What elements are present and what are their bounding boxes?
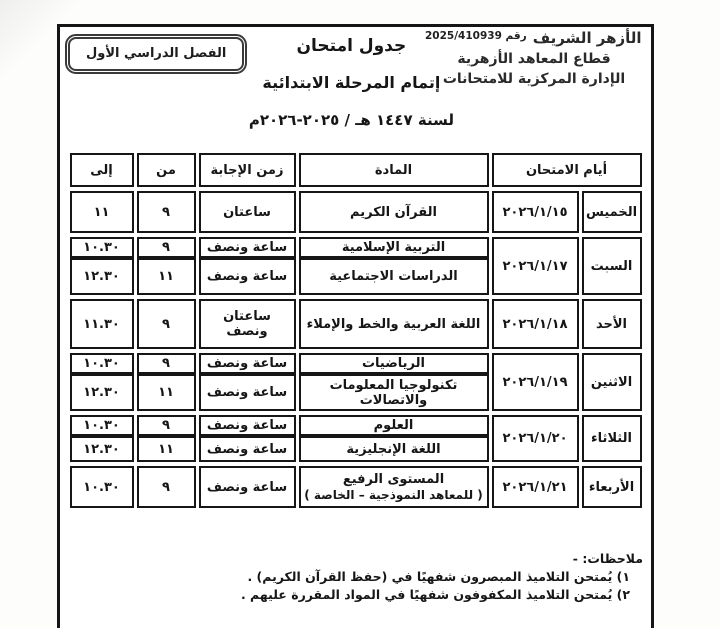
from-cell: ٩ (137, 237, 196, 258)
title-exam-schedule: جدول امتحان (296, 36, 407, 56)
duration-cell: ساعة ونصف (199, 353, 296, 374)
day-cell: الأربعاء (582, 466, 642, 508)
to-cell: ١٠.٣٠ (70, 466, 134, 508)
date-cell: ٢٠٢٦/١/٢١ (492, 466, 579, 508)
schedule-group-saturday (67, 237, 645, 295)
from-cell: ٩ (137, 299, 196, 349)
to-cell: ١٠.٣٠ (70, 415, 134, 436)
from-cell: ٩ (137, 466, 196, 508)
title-stage: إتمام المرحلة الابتدائية (262, 73, 441, 92)
from-cell: ٩ (137, 415, 196, 436)
date-cell: ٢٠٢٦/١/١٨ (492, 299, 579, 349)
day-cell: الاثنين (582, 353, 642, 411)
header-to: إلى (70, 153, 134, 187)
date-cell: ٢٠٢٦/١/٢٠ (492, 415, 579, 462)
schedule-group-wednesday (67, 466, 645, 508)
to-cell: ١٢.٣٠ (70, 258, 134, 295)
duration-cell: ساعة ونصف (199, 237, 296, 258)
subject-cell: الدراسات الاجتماعية (299, 258, 489, 295)
duration-cell: ساعتان ونصف (199, 299, 296, 349)
subject-cell: التربية الإسلامية (299, 237, 489, 258)
day-cell: الثلاثاء (582, 415, 642, 462)
subject-cell: الرياضيات (299, 353, 489, 374)
subject-cell: العلوم (299, 415, 489, 436)
duration-cell: ساعة ونصف (199, 374, 296, 411)
schedule-table (67, 153, 645, 508)
from-cell: ٩ (137, 191, 196, 233)
subject-title: المستوى الرفيع (342, 472, 445, 487)
notes-title: ملاحظات: - (572, 551, 643, 566)
to-cell: ١١.٣٠ (70, 299, 134, 349)
subject-cell: اللغة العربية والخط والإملاء (299, 299, 489, 349)
notes-section (72, 551, 643, 602)
from-cell: ١١ (137, 258, 196, 295)
document-header (60, 27, 651, 153)
to-cell: ١٢.٣٠ (70, 436, 134, 462)
from-cell: ١١ (137, 436, 196, 462)
schedule-group-sunday (67, 299, 645, 349)
doc-number: رقم 2025/410939 (425, 30, 527, 42)
duration-cell: ساعة ونصف (199, 415, 296, 436)
duration-cell: ساعة ونصف (199, 466, 296, 508)
date-cell: ٢٠٢٦/١/١٥ (492, 191, 579, 233)
schedule-group-monday (67, 353, 645, 411)
org-name: الأزهر الشريف (532, 29, 642, 47)
semester-badge: الفصل الدراسي الأول (65, 34, 247, 74)
day-cell: الخميس (582, 191, 642, 233)
to-cell: ١٢.٣٠ (70, 374, 134, 411)
header-subject: المادة (299, 153, 489, 187)
subject-cell: القرآن الكريم (299, 191, 489, 233)
subject-cell: اللغة الإنجليزية (299, 436, 489, 462)
schedule-group-thursday (67, 191, 645, 233)
document-frame (57, 24, 654, 628)
to-cell: ١١ (70, 191, 134, 233)
note-item: ١) يُمتحن التلاميذ المبصرون شفهيًا في (حفظ القرآن الكريم) . (247, 569, 630, 584)
schedule-group-tuesday (67, 415, 645, 462)
org-admin: الإدارة المركزية للامتحانات (442, 71, 626, 87)
from-cell: ١١ (137, 374, 196, 411)
subject-cell (299, 466, 489, 508)
note-item: ٢) يُمتحن التلاميذ المكفوفون شفهيًا في المواد المقررة عليهم . (240, 587, 630, 602)
to-cell: ١٠.٣٠ (70, 237, 134, 258)
header-from: من (137, 153, 196, 187)
duration-cell: ساعة ونصف (199, 436, 296, 462)
date-cell: ٢٠٢٦/١/١٧ (492, 237, 579, 295)
subject-cell: تكنولوجيا المعلومات والاتصالات (299, 374, 489, 411)
duration-cell: ساعتان (199, 191, 296, 233)
schedule-header-row (67, 153, 645, 187)
header-duration: زمن الإجابة (199, 153, 296, 187)
org-dept: قطاع المعاهد الأزهرية (457, 51, 611, 67)
title-block (249, 36, 454, 129)
subject-note: ( للمعاهد النموذجية – الخاصة ) (304, 488, 483, 502)
org-block (425, 29, 643, 87)
title-year: لسنة ١٤٤٧ هـ / ٢٠٢٥-٢٠٢٦م (248, 111, 454, 129)
header-days: أيام الامتحان (492, 153, 642, 187)
date-cell: ٢٠٢٦/١/١٩ (492, 353, 579, 411)
to-cell: ١٠.٣٠ (70, 353, 134, 374)
from-cell: ٩ (137, 353, 196, 374)
day-cell: السبت (582, 237, 642, 295)
duration-cell: ساعة ونصف (199, 258, 296, 295)
day-cell: الأحد (582, 299, 642, 349)
